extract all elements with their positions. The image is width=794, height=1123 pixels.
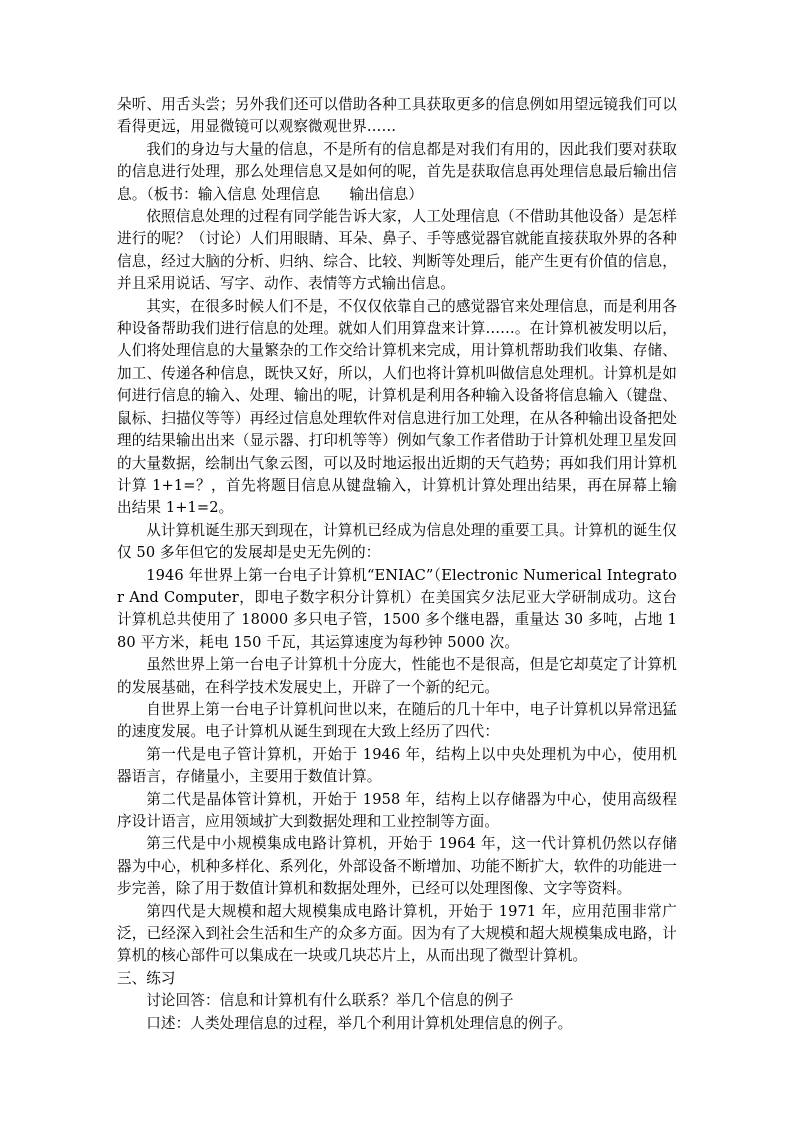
section-heading-exercises: 三、练习 [117,969,176,987]
paragraph-7: 虽然世界上第一台电子计算机十分庞大，性能也不是很高，但是它却莫定了计算机的发展基础，在科学技术发展史上，开辟了一个新的纪元。 [117,656,677,696]
paragraph-2: 我们的身边与大量的信息，不是所有的信息都是对我们有用的，因此我们要对获取的信息进行处理，那么处理信息又是如何的呢，首先是获取信息再处理信息最后输出信息。（板书：输入信息 处理信息 输出信息） [117,140,677,203]
paragraph-12: 第四代是大规模和超大规模集成电路计算机，开始于 1971 年，应用范围非常广泛，已经深入到社会生活和生产的众多方面。因为有了大规模和超大规模集成电路，计算机的核心部件可以集成在一块或几块芯片上，从而出现了微型计算机。 [117,902,677,965]
paragraph-1: 朵听、用舌头尝；另外我们还可以借助各种工具获取更多的信息例如用望远镜我们可以看得更远，用显微镜可以观察微观世界…… [117,96,677,136]
paragraph-11: 第三代是中小规模集成电路计算机，开始于 1964 年，这一代计算机仍然以存储器为中心，机种多样化、系列化，外部设备不断增加、功能不断扩大，软件的功能进一步完善，除了用于数值计算机和数据处理外，已经可以处理图像、文字等资料。 [117,835,677,898]
paragraph-10: 第二代是晶体管计算机，开始于 1958 年，结构上以存储器为中心，使用高级程序设计语言，应用领域扩大到数据处理和工业控制等方面。 [117,790,677,830]
paragraph-9: 第一代是电子管计算机，开始于 1946 年，结构上以中央处理机为中心，使用机器语言，存储量小，主要用于数值计算。 [117,745,677,786]
paragraph-5: 从计算机诞生那天到现在，计算机已经成为信息处理的重要工具。计算机的诞生仅仅 50 多年但它的发展却是史无先例的： [117,521,677,562]
exercise-item-1: 讨论回答：信息和计算机有什么联系？举几个信息的例子 [146,992,514,1010]
paragraph-8: 自世界上第一台电子计算机问世以来，在随后的几十年中，电子计算机以异常迅猛的速度发展。电子计算机从诞生到现在大致上经历了四代： [117,700,677,741]
document-page [117,94,677,1035]
exercise-item-2: 口述：人类处理信息的过程，举几个利用计算机处理信息的例子。 [146,1014,573,1032]
paragraph-4: 其实，在很多时候人们不是，不仅仅依靠自己的感觉器官来处理信息，而是利用各种设备帮助我们进行信息的处理。就如人们用算盘来计算……。在计算机被发明以后，人们将处理信息的大量繁杂的工作交给计算机来完成，用计算机帮助我们收集、存储、加工、传递各种信息，既快又好，所以，人们也将计算机叫做信息处理机。计算机是如何进行信息的输入、处理、输出的呢，计算机是利用各种输入设备将信息输入（键盘、鼠标、扫描仪等等）再经过信息处理软件对信息进行加工处理，在从各种输出设备把处理的结果输出出来（显示器、打印机等等）例如气象工作者借助于计算机处理卫星发回的大量数据，绘制出气象云图，可以及时地运报出近期的天气趋势；再如我们用计算机计算 1+1=？，首先将题目信息从键盘输入，计算机计算处理出结果，再在屏幕上输出结果 1+1=2。 [117,297,677,517]
paragraph-6: 1946 年世界上第一台电子计算机“ENIAC”（Electronic Numerical Integrator And Computer，即电子数字积分计算机）在美国宾夕法尼亚大学研制成功。这台计算机总共使用了 18000 多只电子管，1500 多个继电器，重量达 30 多吨，占地 180 平方米，耗电 150 千瓦，其运算速度为每秒钟 5000 次。 [117,566,677,651]
paragraph-3: 依照信息处理的过程有同学能告诉大家，人工处理信息（不借助其他设备）是怎样进行的呢？（讨论）人们用眼睛、耳朵、鼻子、手等感觉器官就能直接获取外界的各种信息，经过大脑的分析、归纳、综合、比较、判断等处理后，能产生更有价值的信息，并且采用说话、写字、动作、表情等方式输出信息。 [117,208,677,293]
